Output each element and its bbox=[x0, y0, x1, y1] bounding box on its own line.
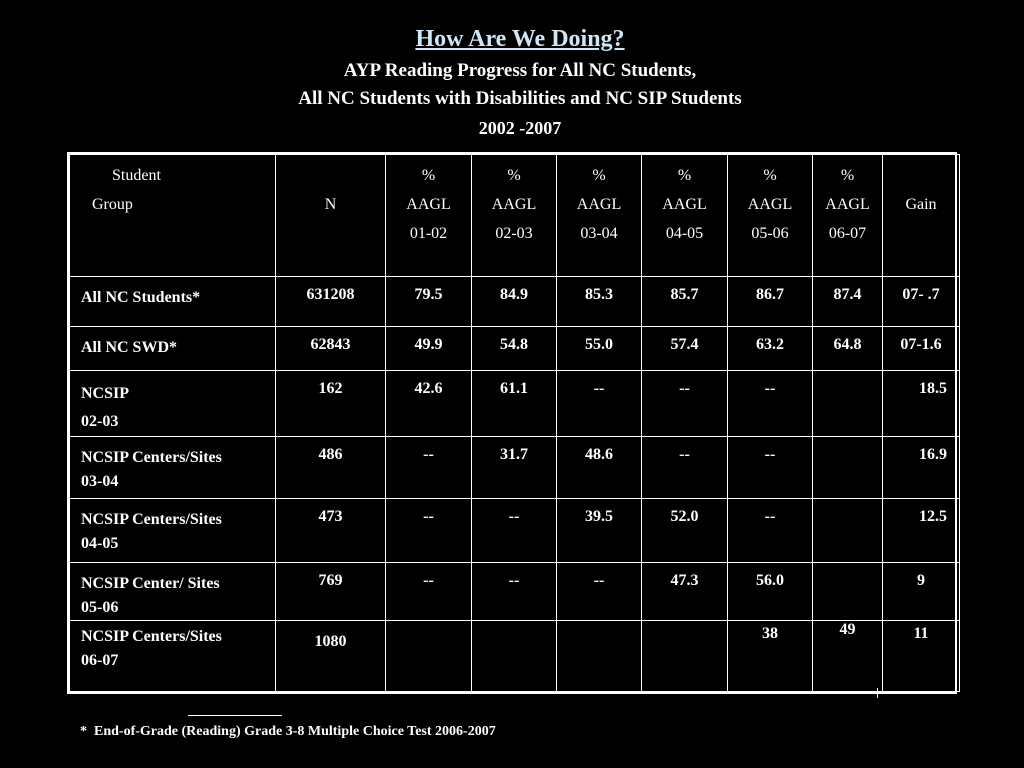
row-value: -- bbox=[728, 437, 813, 499]
row-gain: 11 bbox=[883, 621, 960, 692]
row-n: 473 bbox=[276, 499, 386, 563]
row-value: 84.9 bbox=[472, 277, 557, 327]
subtitle-line-2: All NC Students with Disabilities and NC SIP Students bbox=[298, 88, 742, 109]
row-value bbox=[813, 563, 883, 621]
row-n: 631208 bbox=[276, 277, 386, 327]
row-value: -- bbox=[386, 563, 472, 621]
row-value: 56.0 bbox=[728, 563, 813, 621]
row-value: 49.9 bbox=[386, 327, 472, 371]
row-value: 79.5 bbox=[386, 277, 472, 327]
row-gain: 07-1.6 bbox=[883, 327, 960, 371]
row-value: 31.7 bbox=[472, 437, 557, 499]
row-value: 57.4 bbox=[642, 327, 728, 371]
row-value bbox=[557, 621, 642, 692]
row-n: 486 bbox=[276, 437, 386, 499]
subtitle-line-1: AYP Reading Progress for All NC Students, bbox=[343, 60, 697, 81]
row-value bbox=[813, 371, 883, 437]
table-row bbox=[70, 371, 960, 437]
table-row bbox=[70, 277, 960, 327]
row-value: -- bbox=[642, 371, 728, 437]
row-group: All NC SWD* bbox=[70, 327, 276, 371]
row-value: 85.3 bbox=[557, 277, 642, 327]
table-row bbox=[70, 563, 960, 621]
row-gain: 9 bbox=[883, 563, 960, 621]
row-gain: 16.9 bbox=[883, 437, 960, 499]
row-gain: 18.5 bbox=[883, 371, 960, 437]
footnote-text: End-of-Grade (Reading) Grade 3-8 Multiple Choice Test 2006-2007 bbox=[94, 724, 496, 739]
row-value: 52.0 bbox=[642, 499, 728, 563]
slide-title: How Are We Doing? bbox=[415, 26, 625, 52]
header-aagl-05-06: % AAGL 05-06 bbox=[728, 155, 813, 277]
subtitle-years: 2002 -2007 bbox=[478, 118, 562, 138]
table-row bbox=[70, 621, 960, 692]
header-aagl-01-02: % AAGL 01-02 bbox=[386, 155, 472, 277]
row-gain: 12.5 bbox=[883, 499, 960, 563]
row-group: NCSIP Centers/Sites 06-07 bbox=[70, 621, 276, 692]
row-n: 769 bbox=[276, 563, 386, 621]
row-value bbox=[813, 437, 883, 499]
row-value: -- bbox=[557, 371, 642, 437]
row-n: 162 bbox=[276, 371, 386, 437]
row-value: 87.4 bbox=[813, 277, 883, 327]
header-row bbox=[70, 155, 960, 277]
row-value: 42.6 bbox=[386, 371, 472, 437]
row-value: 64.8 bbox=[813, 327, 883, 371]
row-value: 61.1 bbox=[472, 371, 557, 437]
header-student: Student bbox=[112, 167, 161, 184]
row-value bbox=[642, 621, 728, 692]
row-value: 63.2 bbox=[728, 327, 813, 371]
header-aagl-06-07: % AAGL 06-07 bbox=[813, 155, 883, 277]
header-gain: Gain bbox=[883, 155, 960, 277]
row-value: -- bbox=[472, 499, 557, 563]
row-value: 39.5 bbox=[557, 499, 642, 563]
row-group: NCSIP 02-03 bbox=[70, 371, 276, 437]
row-group: All NC Students* bbox=[70, 277, 276, 327]
table-row bbox=[70, 437, 960, 499]
row-n: 62843 bbox=[276, 327, 386, 371]
row-group: NCSIP Center/ Sites 05-06 bbox=[70, 563, 276, 621]
row-value: 47.3 bbox=[642, 563, 728, 621]
header-student-group bbox=[70, 155, 276, 277]
header-group: Group bbox=[92, 196, 133, 213]
footnote bbox=[80, 724, 496, 740]
footnote-divider bbox=[188, 715, 282, 716]
row-value: 55.0 bbox=[557, 327, 642, 371]
row-value bbox=[472, 621, 557, 692]
row-value: -- bbox=[472, 563, 557, 621]
table-row bbox=[70, 499, 960, 563]
row-value: 85.7 bbox=[642, 277, 728, 327]
row-group: NCSIP Centers/Sites 03-04 bbox=[70, 437, 276, 499]
row-value: -- bbox=[557, 563, 642, 621]
row-value bbox=[386, 621, 472, 692]
header-aagl-04-05: % AAGL 04-05 bbox=[642, 155, 728, 277]
progress-table bbox=[67, 152, 957, 694]
row-value: -- bbox=[386, 437, 472, 499]
row-value: -- bbox=[728, 371, 813, 437]
row-value bbox=[813, 499, 883, 563]
row-n: 1080 bbox=[276, 621, 386, 692]
row-value: 48.6 bbox=[557, 437, 642, 499]
row-gain: 07- .7 bbox=[883, 277, 960, 327]
row-value: -- bbox=[728, 499, 813, 563]
row-value: 86.7 bbox=[728, 277, 813, 327]
row-value: -- bbox=[642, 437, 728, 499]
footnote-star: * bbox=[80, 724, 87, 739]
table-row bbox=[70, 327, 960, 371]
header-n: N bbox=[276, 155, 386, 277]
row-value: 54.8 bbox=[472, 327, 557, 371]
row-value: 49 bbox=[813, 621, 883, 692]
header-aagl-03-04: % AAGL 03-04 bbox=[557, 155, 642, 277]
header-aagl-02-03: % AAGL 02-03 bbox=[472, 155, 557, 277]
divider-tick bbox=[877, 688, 878, 698]
row-value: -- bbox=[386, 499, 472, 563]
row-group: NCSIP Centers/Sites 04-05 bbox=[70, 499, 276, 563]
row-value: 38 bbox=[728, 621, 813, 692]
